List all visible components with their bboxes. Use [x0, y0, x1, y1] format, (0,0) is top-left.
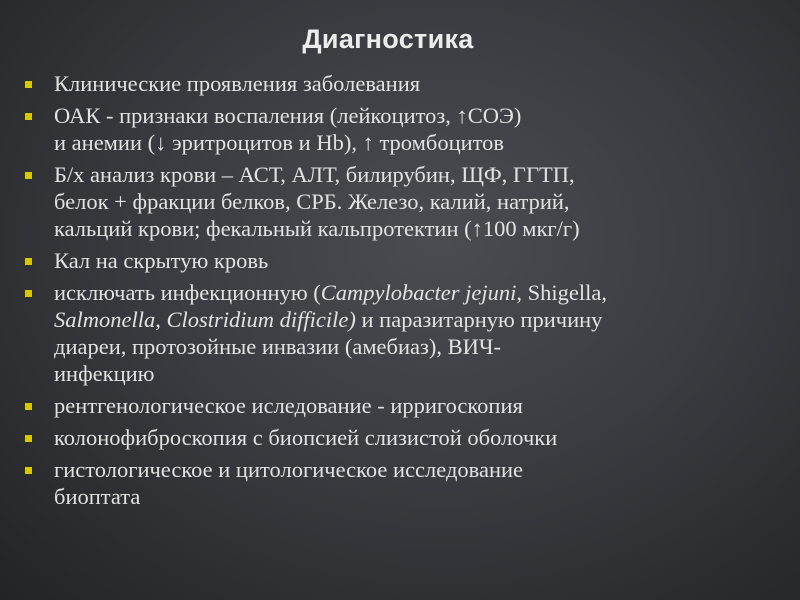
item-text: , [155, 307, 167, 332]
list-item-xray [22, 392, 792, 419]
bullet-square-icon [25, 435, 32, 442]
pathogen-name: Salmonella [54, 307, 156, 332]
item-line: кальций крови; фекальный кальпротектин (↑100 мкг/г) [54, 216, 580, 241]
bullet-square-icon [25, 258, 32, 265]
item-line: белок + фракции белков, СРБ. Железо, калий, натрий, [54, 189, 570, 214]
slide-title: Диагностика [302, 24, 474, 54]
item-line: Кал на скрытую кровь [54, 248, 269, 273]
item-line: ОАК - признаки воспаления (лейкоцитоз, ↑СОЭ) [54, 103, 522, 128]
list-item-occult-blood [22, 247, 792, 274]
pathogen-name: Clostridium difficile) [166, 307, 356, 332]
list-item-cbc [22, 102, 792, 156]
bullet-square-icon [25, 172, 32, 179]
list-item-histology [22, 456, 792, 510]
item-line: колонофиброскопия с биопсией слизистой оболочки [54, 425, 558, 450]
list-item-colonoscopy [22, 424, 792, 451]
list-item-exclude-infection [22, 279, 792, 387]
bullet-square-icon [25, 467, 32, 474]
item-line: Клинические проявления заболевания [54, 71, 421, 96]
item-line: диареи, протозойные инвазии (амебиаз), ВИЧ- [54, 334, 502, 359]
list-item-biochem [22, 161, 792, 242]
item-line: рентгенологическое иследование - ирригоскопия [54, 393, 523, 418]
bullet-square-icon [25, 403, 32, 410]
diagnostics-list [22, 70, 792, 515]
bullet-square-icon [25, 81, 32, 88]
list-item-clinical [22, 70, 792, 97]
item-text: , Shigella, [516, 280, 607, 305]
item-line: гистологическое и цитологическое исследование [54, 457, 524, 482]
item-line: Б/х анализ крови – АСТ, АЛТ, билирубин, ЩФ, ГГТП, [54, 162, 575, 187]
pathogen-name: Campylobacter jejuni [320, 280, 517, 305]
item-line: и анемии (↓ эритроцитов и Hb), ↑ тромбоцитов [54, 130, 505, 155]
item-line: биоптата [54, 484, 141, 509]
item-line: инфекцию [54, 361, 155, 386]
item-text: исключать инфекционную ( [54, 280, 321, 305]
bullet-square-icon [25, 290, 32, 297]
item-text: и паразитарную причину [355, 307, 603, 332]
bullet-square-icon [25, 113, 32, 120]
